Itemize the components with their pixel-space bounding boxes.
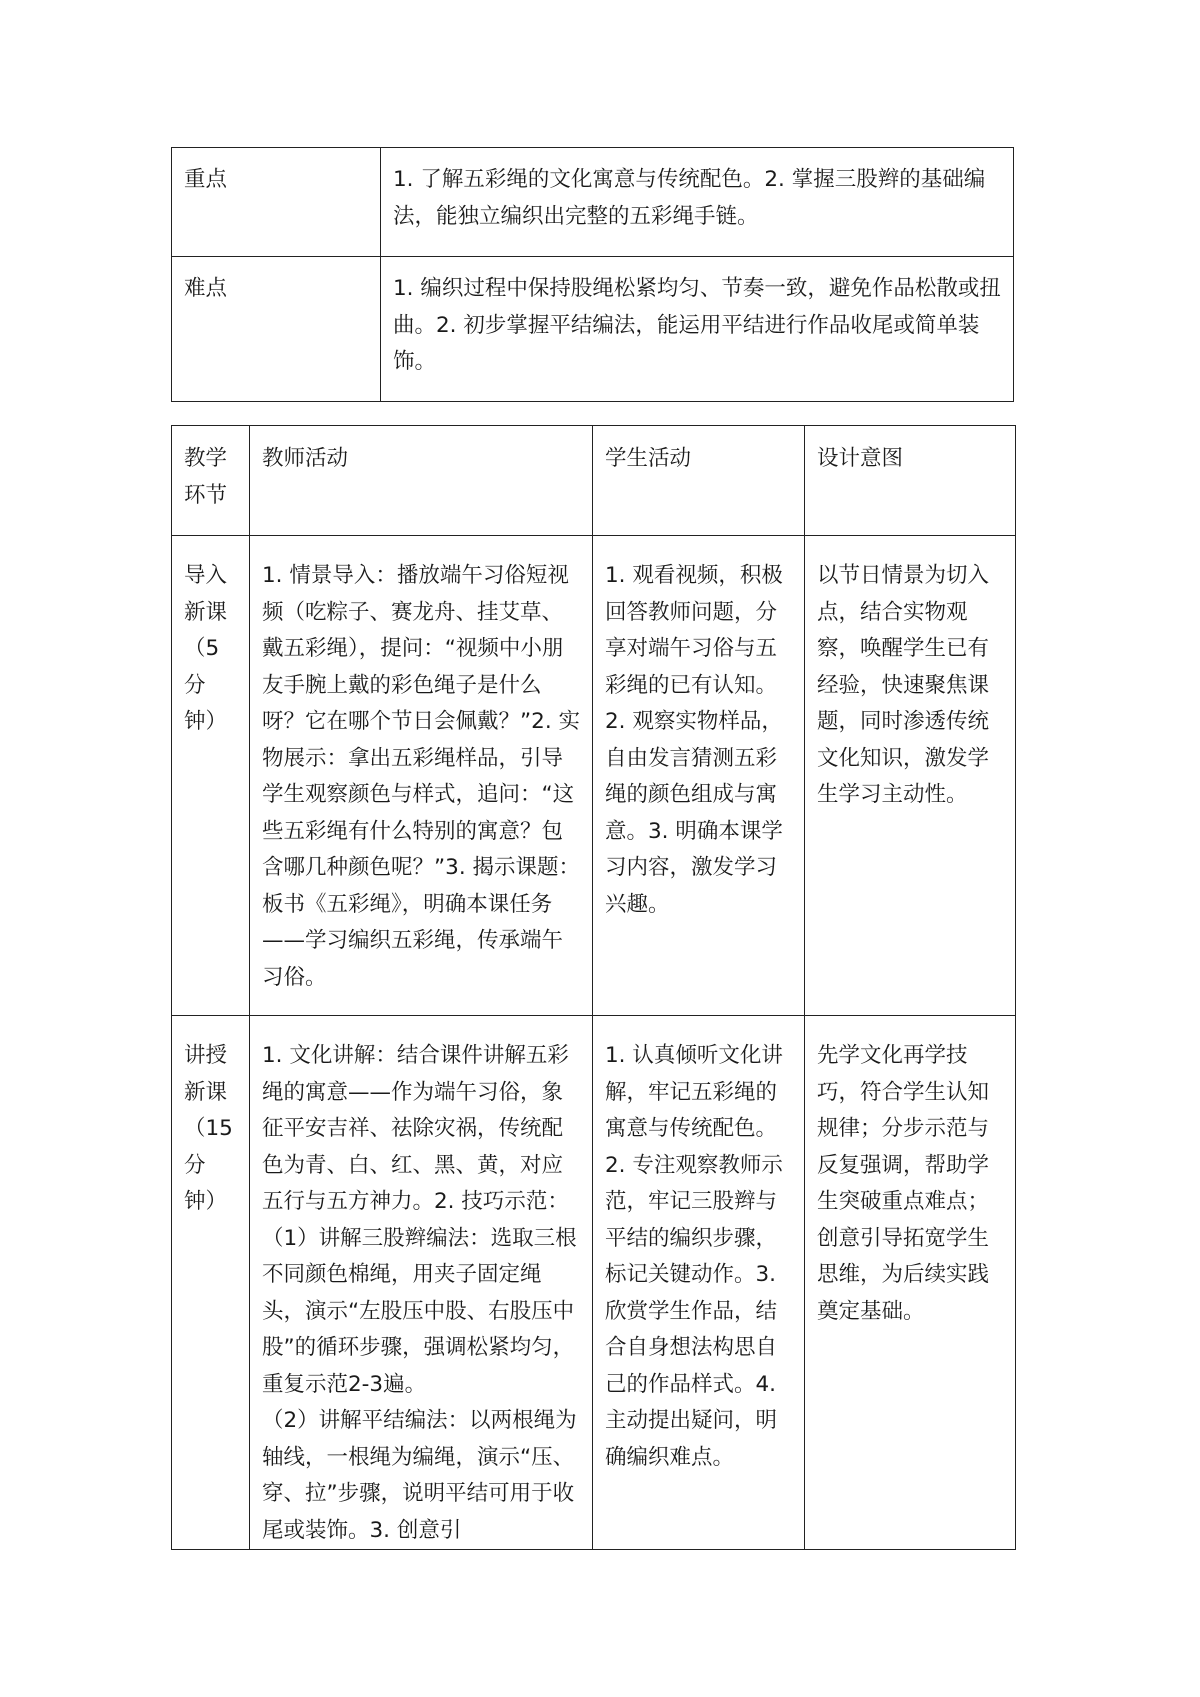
design-intent-cell: 先学文化再学技巧，符合学生认知规律；分步示范与反复强调，帮助学生突破重点难点；创意引导拓宽学生思维，为后续实践奠定基础。 (805, 1016, 1016, 1550)
focus-difficulty-table (171, 147, 1014, 402)
difficulty-row (172, 257, 1014, 402)
header-teacher-activity: 教师活动 (250, 426, 593, 536)
design-intent-cell: 以节日情景为切入点，结合实物观察，唤醒学生已有经验，快速聚焦课题，同时渗透传统文化知识，激发学生学习主动性。 (805, 536, 1016, 1016)
lesson-plan-table (171, 425, 1016, 1550)
header-student-activity: 学生活动 (593, 426, 805, 536)
student-activity-cell: 1. 认真倾听文化讲解，牢记五彩绳的寓意与传统配色。2. 专注观察教师示范，牢记三股辫与平结的编织步骤，标记关键动作。3. 欣赏学生作品，结合自身想法构思自己的作品样式。4. 主动提出疑问，明确编织难点。 (593, 1016, 805, 1550)
focus-content: 1. 了解五彩绳的文化寓意与传统配色。2. 掌握三股辫的基础编法，能独立编织出完整的五彩绳手链。 (381, 148, 1014, 257)
table-row (172, 536, 1016, 1016)
teacher-activity-cell (250, 1016, 593, 1550)
teacher-activity-cell: 1. 情景导入：播放端午习俗短视频（吃粽子、赛龙舟、挂艾草、戴五彩绳），提问：“视频中小朋友手腕上戴的彩色绳子是什么呀？它在哪个节日会佩戴？”2. 实物展示：拿出五彩绳样品，引导学生观察颜色与样式，追问：“这些五彩绳有什么特别的寓意？包含哪几种颜色呢？”3. 揭示课题：板书《五彩绳》，明确本课任务——学习编织五彩绳，传承端午习俗。 (250, 536, 593, 1016)
teacher-activity-part1: 1. 文化讲解：结合课件讲解五彩绳的寓意——作为端午习俗，象征平安吉祥、祛除灾祸，传统配色为青、白、红、黑、黄，对应五行与五方神力。2. 技巧示范：（1）讲解三股辫编法：选取三根不同颜色棉绳，用夹子固定绳头，演示“左股压中股、右股压中股”的循环步骤，强调松紧均匀，重复示范2-3遍。 (262, 1043, 577, 1397)
student-activity-cell: 1. 观看视频，积极回答教师问题，分享对端午习俗与五彩绳的已有认知。2. 观察实物样品，自由发言猜测五彩绳的颜色组成与寓意。3. 明确本课学习内容，激发学习兴趣。 (593, 536, 805, 1016)
teacher-activity-part2: （2）讲解平结编法：以两根绳为轴线，一根绳为编绳，演示“压、穿、拉”步骤，说明平结可用于收尾或装饰。3. 创意引 (262, 1408, 577, 1543)
focus-row (172, 148, 1014, 257)
header-stage: 教学环节 (172, 426, 250, 536)
header-row (172, 426, 1016, 536)
difficulty-label: 难点 (172, 257, 381, 402)
difficulty-content: 1. 编织过程中保持股绳松紧均匀、节奏一致，避免作品松散或扭曲。2. 初步掌握平结编法，能运用平结进行作品收尾或简单装饰。 (381, 257, 1014, 402)
stage-cell: 导入新课（5分钟） (172, 536, 250, 1016)
table-row (172, 1016, 1016, 1550)
stage-cell: 讲授新课（15分钟） (172, 1016, 250, 1550)
focus-label: 重点 (172, 148, 381, 257)
header-design-intent: 设计意图 (805, 426, 1016, 536)
